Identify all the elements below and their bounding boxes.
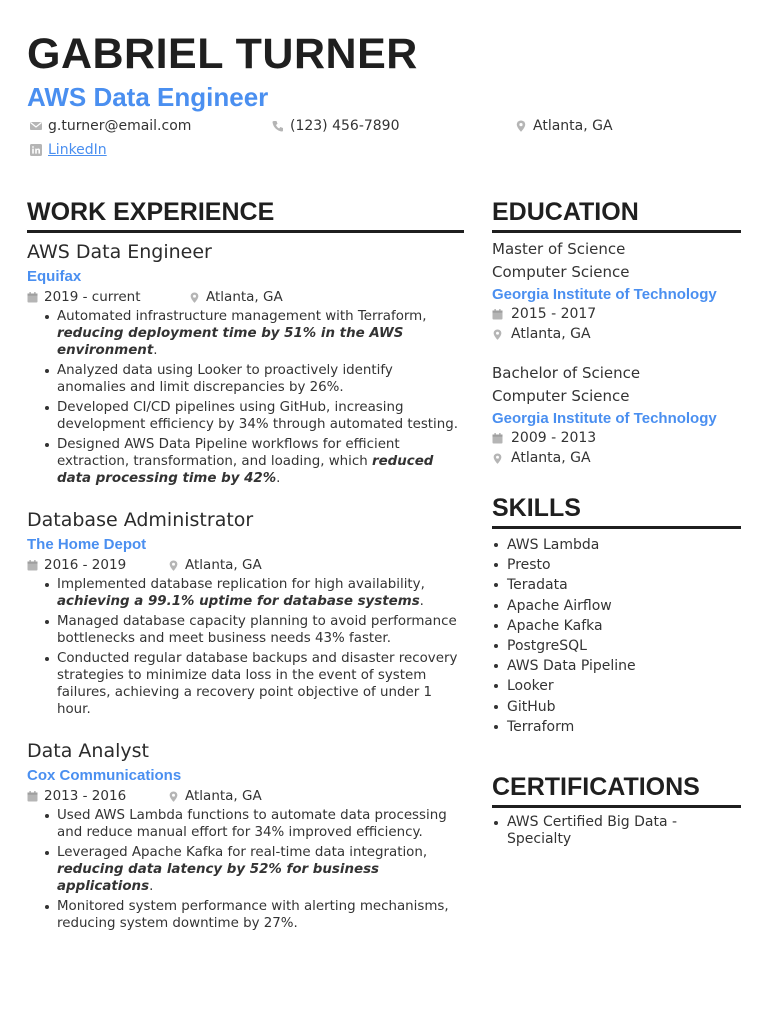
right-column bbox=[492, 196, 741, 848]
education-location bbox=[492, 324, 741, 344]
contact-linkedin bbox=[30, 142, 107, 158]
list-item: Used AWS Lambda functions to automate data processing and reduce manual effort for 34% improved efficiency. bbox=[43, 807, 464, 841]
job-meta bbox=[27, 287, 464, 307]
job-title: Database Administrator bbox=[27, 509, 254, 531]
dates-text: 2016 - 2019 bbox=[44, 557, 127, 573]
location-pin-icon bbox=[492, 329, 503, 340]
education-dates bbox=[492, 428, 741, 448]
email-text: g.turner@email.com bbox=[48, 118, 192, 134]
school-name: Georgia Institute of Technology bbox=[492, 286, 717, 303]
calendar-icon bbox=[27, 791, 38, 802]
location-text: Atlanta, GA bbox=[185, 788, 262, 804]
dates-text: 2009 - 2013 bbox=[511, 430, 597, 446]
contact-phone bbox=[272, 118, 400, 134]
job-entry bbox=[27, 239, 464, 487]
list-item: PostgreSQL bbox=[492, 636, 741, 656]
location-text: Atlanta, GA bbox=[185, 557, 262, 573]
list-item: Leveraged Apache Kafka for real-time data integration, reducing data latency by 52% for business applications. bbox=[43, 844, 464, 895]
education-entry bbox=[492, 362, 741, 468]
job-dates bbox=[27, 555, 168, 575]
list-item: Managed database capacity planning to avoid performance bottlenecks and meet business needs 43% faster. bbox=[43, 613, 464, 647]
company-name: Equifax bbox=[27, 268, 82, 285]
education-dates bbox=[492, 304, 741, 324]
job-location bbox=[168, 555, 262, 575]
location-text: Atlanta, GA bbox=[511, 450, 591, 466]
job-bullets bbox=[43, 807, 464, 932]
list-item: Terraform bbox=[492, 717, 741, 737]
job-bullets bbox=[43, 308, 464, 487]
list-item: Analyzed data using Looker to proactively identify anomalies and limit discrepancies by 26%. bbox=[43, 362, 464, 396]
location-pin-icon bbox=[515, 120, 527, 132]
linkedin-icon bbox=[30, 144, 42, 156]
job-meta bbox=[27, 555, 464, 575]
list-item: Designed AWS Data Pipeline workflows for efficient extraction, transformation, and loading, which reduced data processing time by 42%. bbox=[43, 436, 464, 487]
degree: Master of Science bbox=[492, 240, 626, 258]
candidate-title: AWS Data Engineer bbox=[27, 82, 269, 112]
list-item: Apache Airflow bbox=[492, 596, 741, 616]
field-of-study: Computer Science bbox=[492, 387, 630, 405]
phone-text: (123) 456-7890 bbox=[290, 118, 400, 134]
job-dates bbox=[27, 786, 168, 806]
skills-list bbox=[492, 535, 741, 737]
education-heading: EDUCATION bbox=[492, 196, 741, 233]
company-name: Cox Communications bbox=[27, 767, 182, 784]
certifications-heading: CERTIFICATIONS bbox=[492, 771, 741, 808]
list-item: Implemented database replication for high availability, achieving a 99.1% uptime for database systems. bbox=[43, 576, 464, 610]
phone-icon bbox=[272, 120, 284, 132]
list-item: Conducted regular database backups and disaster recovery strategies to minimize data loss in the event of system failures, achieving a recovery point objective of under 1 hour. bbox=[43, 650, 464, 718]
company-name: The Home Depot bbox=[27, 536, 147, 553]
list-item: Developed CI/CD pipelines using GitHub, increasing development efficiency by 34% through automated testing. bbox=[43, 399, 464, 433]
job-entry bbox=[27, 738, 464, 932]
list-item: AWS Certified Big Data - Specialty bbox=[492, 814, 741, 848]
list-item: Apache Kafka bbox=[492, 616, 741, 636]
location-text: Atlanta, GA bbox=[511, 326, 591, 342]
job-location bbox=[189, 287, 283, 307]
education-entry bbox=[492, 238, 741, 344]
list-item: Teradata bbox=[492, 575, 741, 595]
job-title: Data Analyst bbox=[27, 740, 149, 762]
location-pin-icon bbox=[492, 453, 503, 464]
location-text: Atlanta, GA bbox=[206, 289, 283, 305]
location-pin-icon bbox=[168, 791, 179, 802]
job-bullets bbox=[43, 576, 464, 718]
job-meta bbox=[27, 786, 464, 806]
dates-text: 2019 - current bbox=[44, 289, 141, 305]
contact-location bbox=[515, 118, 613, 134]
left-column bbox=[27, 196, 464, 935]
job-location bbox=[168, 786, 262, 806]
dates-text: 2015 - 2017 bbox=[511, 306, 597, 322]
list-item: AWS Data Pipeline bbox=[492, 656, 741, 676]
dates-text: 2013 - 2016 bbox=[44, 788, 127, 804]
calendar-icon bbox=[27, 292, 38, 303]
work-experience-heading: WORK EXPERIENCE bbox=[27, 196, 464, 233]
location-pin-icon bbox=[168, 560, 179, 571]
candidate-name: GABRIEL TURNER bbox=[27, 30, 418, 78]
field-of-study: Computer Science bbox=[492, 263, 630, 281]
list-item: Automated infrastructure management with Terraform, reducing deployment time by 51% in the AWS environment. bbox=[43, 308, 464, 359]
list-item: Monitored system performance with alerting mechanisms, reducing system downtime by 27%. bbox=[43, 898, 464, 932]
contact-email bbox=[30, 118, 191, 134]
location-pin-icon bbox=[189, 292, 200, 303]
certifications-list bbox=[492, 814, 741, 848]
list-item: GitHub bbox=[492, 697, 741, 717]
list-item: Looker bbox=[492, 676, 741, 696]
location-text: Atlanta, GA bbox=[533, 118, 613, 134]
skills-heading: SKILLS bbox=[492, 492, 741, 529]
calendar-icon bbox=[27, 560, 38, 571]
job-title: AWS Data Engineer bbox=[27, 241, 212, 263]
job-entry bbox=[27, 507, 464, 718]
list-item: AWS Lambda bbox=[492, 535, 741, 555]
school-name: Georgia Institute of Technology bbox=[492, 410, 717, 427]
degree: Bachelor of Science bbox=[492, 364, 641, 382]
list-item: Presto bbox=[492, 555, 741, 575]
linkedin-link[interactable]: LinkedIn bbox=[48, 142, 107, 158]
calendar-icon bbox=[492, 433, 503, 444]
calendar-icon bbox=[492, 309, 503, 320]
job-dates bbox=[27, 287, 189, 307]
education-location bbox=[492, 448, 741, 468]
envelope-icon bbox=[30, 120, 42, 132]
